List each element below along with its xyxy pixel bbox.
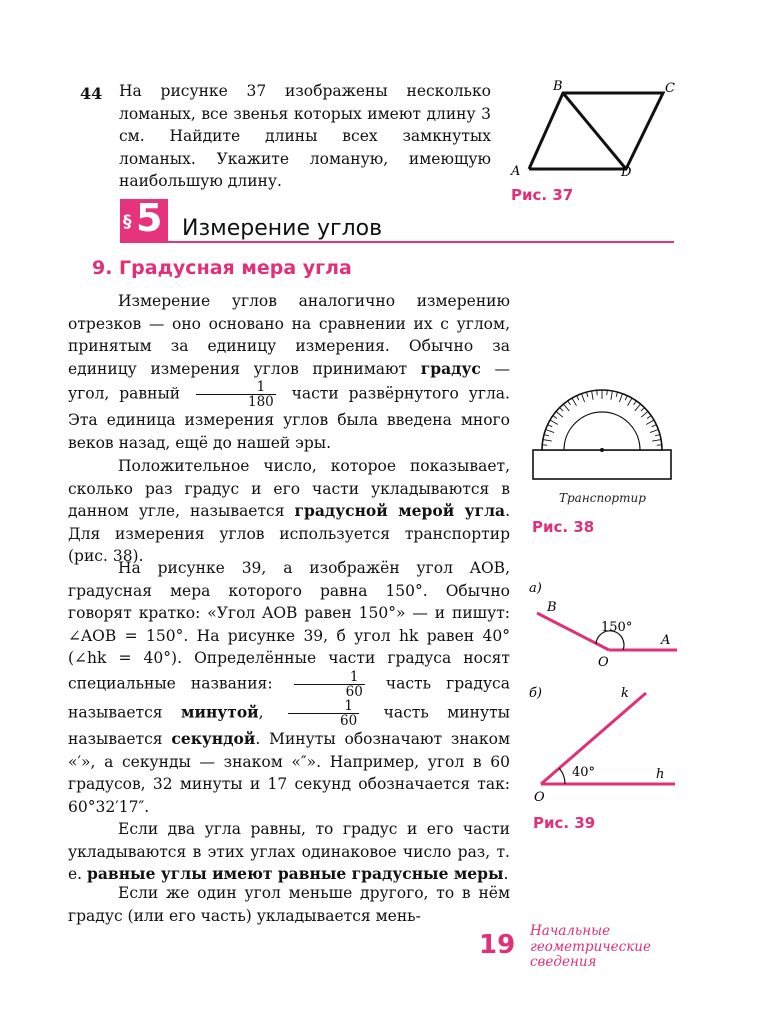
p2-post: . Для измерения углов используется транспортир (рис. 38). <box>68 502 510 566</box>
protractor-center <box>600 448 604 452</box>
fig39b-angle-label: 40° <box>572 765 596 780</box>
p3-mid2: часть минуты называется <box>68 703 510 748</box>
p3-frac1-den: 60 <box>294 684 365 699</box>
fig39a-label-a: A <box>661 633 671 648</box>
fig37-label-b: B <box>553 79 563 94</box>
p3-term-second: секундой <box>171 728 256 748</box>
subsection-title: 9. Градусная мера угла <box>92 257 352 279</box>
p3-text: На рисунке 39, а изображён угол AOB, градусная мера которого равна 150°. Обычно говорят кратко: «Угол AOB равен 150°» — и пишут: ∠AOB = 150°. На рисунке 39, б угол hk равен 40° (∠hk = 40°). Определённые части градуса носят специальные названия: <box>68 559 510 693</box>
protractor-base <box>533 450 671 479</box>
fig38-caption: Рис. 38 <box>532 518 595 536</box>
fig37-label-a: A <box>511 164 521 178</box>
figure-39a <box>525 578 685 673</box>
problem-number: 44 <box>80 84 103 103</box>
chapter-line-2: геометрические <box>530 938 651 955</box>
figure-37 <box>505 78 690 178</box>
p2-term: градусной мерой угла <box>294 501 506 521</box>
problem-text: На рисунке 37 изображены несколько ломаных, все звенья которых имеют длину 3 см. Найдите длины всех замкнутых ломаных. Укажите ломаную, имеющую наибольшую длину. <box>119 82 491 191</box>
p1-mid: — угол, равный <box>68 359 510 403</box>
protractor-label: Транспортир <box>559 491 646 505</box>
p1-post: части развёрнутого угла. Эта единица измерения углов была введена много веков назад, ещё до нашей эры. <box>68 384 510 452</box>
paragraph-5 <box>68 882 510 927</box>
p3-frac1-num: 1 <box>349 668 359 685</box>
paragraph-4 <box>68 818 510 886</box>
chapter-line-1: Начальные <box>530 923 611 939</box>
p1-frac-den: 180 <box>196 394 276 409</box>
section-symbol: § <box>123 212 132 232</box>
page-number: 19 <box>479 930 516 960</box>
p5-text: Если же один угол меньше другого, то в нём градус (или его часть) укладывается мень- <box>68 884 510 925</box>
fig37-caption: Рис. 37 <box>511 186 574 204</box>
chapter-label <box>530 924 651 971</box>
paragraph-3: На рисунке 39, а изображён угол AOB, градусная мера которого равна 150°. Обычно говорят кратко: «Угол AOB равен 150°» — и пишут: ∠AOB = 150°. На рисунке 39, б угол hk равен 40° (∠hk = 40°). Определённые части градуса носят специальные названия: $\frac{1}{60}$ часть градуса называется минутой, $\frac{1}{60}$ часть минуты называется секундой. Минуты обозначают знаком «′», а секунды — знаком «″». Например, угол в 60 градусов, 32 минуты и 17 секунд обозначается так: 60°32′17″. <box>68 559 510 816</box>
fig39b-letter: б) <box>529 686 543 701</box>
fig39b-label-o: O <box>534 790 545 805</box>
section-rule <box>168 241 674 243</box>
p3-frac2-den: 60 <box>288 713 359 728</box>
p3-term-minute: минутой <box>180 702 259 722</box>
section-number: 5 <box>136 196 163 240</box>
fig37-diagonal <box>563 93 626 169</box>
fig37-label-d: D <box>621 165 632 178</box>
p3-frac2-num: 1 <box>344 697 353 714</box>
p1-frac-num: 1 <box>256 379 266 396</box>
fig39a-ray-ob <box>537 613 609 650</box>
fig39a-label-b: B <box>547 600 557 615</box>
p4-bold: равные углы имеют равные градусные меры <box>87 864 504 884</box>
fig37-label-c: C <box>665 81 675 96</box>
paragraph-2 <box>68 455 510 568</box>
p2-pre: Положительное число, которое показывает, сколько раз градус и его части укладываются в данном угле, называется <box>68 457 510 521</box>
fig39b-label-k: k <box>621 686 629 701</box>
fig39a-angle-label: 150° <box>601 620 633 635</box>
protractor-figure <box>520 385 680 485</box>
p3-mid1: часть градуса называется <box>68 674 510 722</box>
p1-term-degree: градус <box>420 358 481 378</box>
fig39b-angle-arc <box>559 768 565 784</box>
paragraph-1 <box>68 290 510 455</box>
section-title: Измерение углов <box>182 216 383 241</box>
p1-pre: Измерение углов аналогично измерению отрезков — оно основано на сравнении их с углом, принятым за единицу измерения. Обычно за единицу измерения углов принимают <box>68 292 510 378</box>
p4-post: . <box>503 865 509 884</box>
figure-39b <box>525 683 685 808</box>
fig39b-label-h: h <box>656 767 665 782</box>
p3-fraction-1 <box>294 670 365 699</box>
p1-fraction <box>196 380 276 409</box>
section-badge <box>120 196 168 243</box>
p3-fraction-2 <box>288 699 359 728</box>
p3-post: . Минуты обозначают знаком «′», а секунды — знаком «″». Например, угол в 60 градусов, 32 минуты и 17 секунд обозначается так: 60°32′17″. <box>68 729 510 816</box>
p4-pre: Если два угла равны, то градус и его части укладываются в этих углах одинаковое число раз, т. е. <box>68 820 510 884</box>
fig39-caption: Рис. 39 <box>533 814 596 832</box>
chapter-line-3: сведения <box>530 954 597 970</box>
fig39a-letter: а) <box>529 581 542 596</box>
fig39a-label-o: O <box>598 655 609 670</box>
